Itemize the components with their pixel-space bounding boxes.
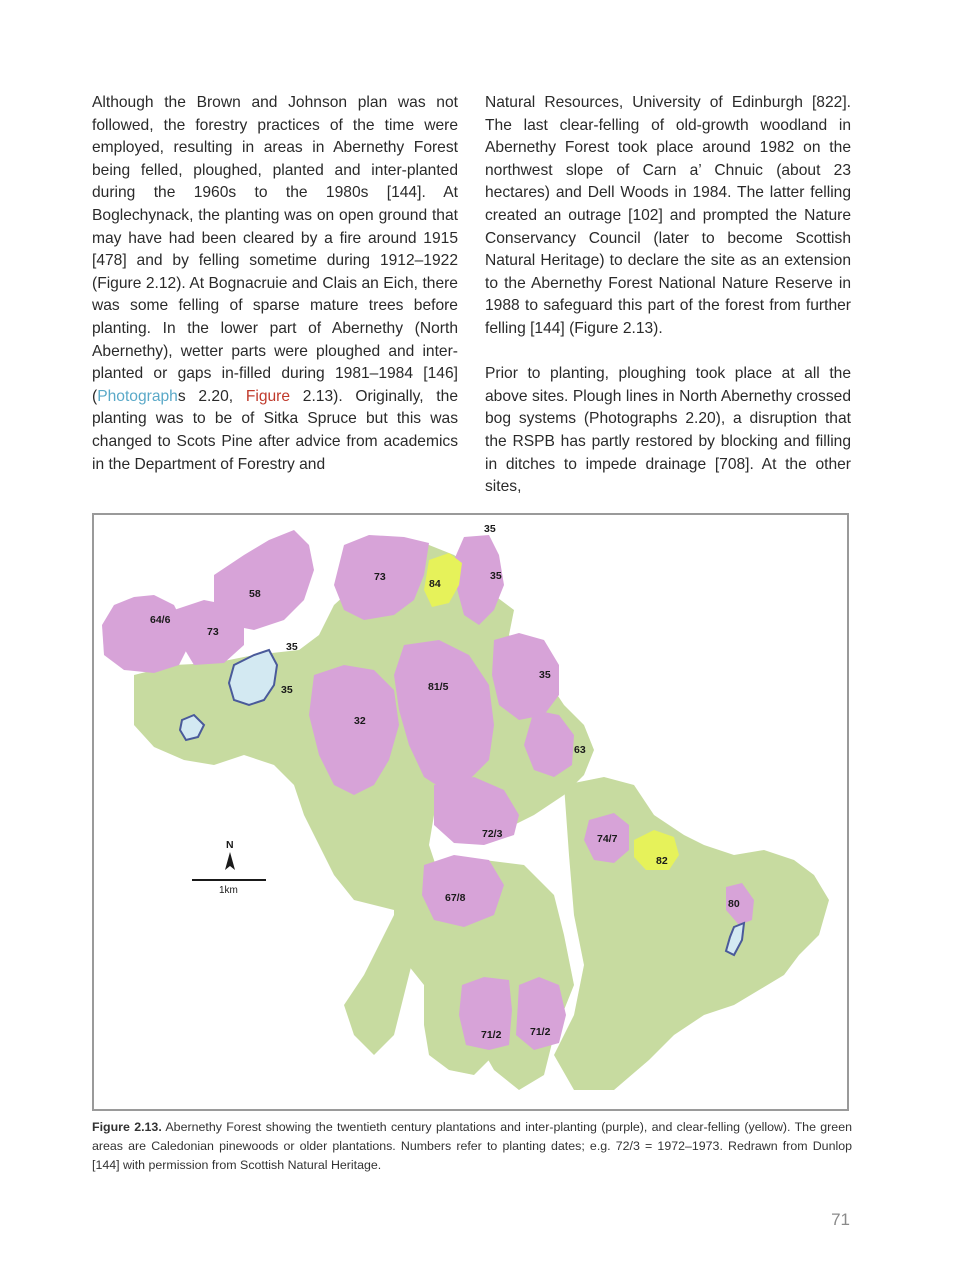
scale-bar — [192, 880, 266, 896]
map-label: 35 — [539, 669, 551, 681]
abernethy-forest-map — [94, 515, 851, 1113]
map-label: 74/7 — [597, 833, 618, 845]
plantation-58 — [214, 530, 314, 630]
plantation-71-2-right — [516, 977, 566, 1050]
map-label: 80 — [728, 898, 740, 910]
map-label: 63 — [574, 744, 586, 756]
map-label: 32 — [354, 715, 366, 727]
left-paragraph-text-1: Although the Brown and Johnson plan was not followed, the forestry practices of the time were employed, resulting in areas in Abernethy Forest being felled, ploughed, planted and inter-planted during the 1960s to the 1980s [144]. At Boglechynack, the planting was on open ground that may have had been cleared by a fire around 1915 [478] and by felling sometime during 1912–1922 (Figure 2.12). At Bognacruie and Clais an Eich, there was some felling of sparse mature trees before planting. In the lower part of Abernethy (North Abernethy), wetter parts were ploughed and inter-planted or gaps in-filled during 1981–1984 [146] ( — [92, 94, 458, 405]
caption-text: Abernethy Forest showing the twentieth century plantations and inter-planting (purple), and clear-felling (yellow). The green areas are Caledonian pinewoods or older plantations. Numbers refer to planting dates; e.g. 72/3 = 1972–1973. Redrawn from Dunlop [144] with permission from Scottish Natural Heritage. — [92, 1120, 852, 1172]
left-text-column — [92, 92, 458, 476]
right-text-column — [485, 92, 851, 499]
map-label: 84 — [429, 578, 441, 590]
figure-link[interactable]: Figure — [245, 387, 291, 405]
figure-map-frame — [92, 513, 849, 1111]
map-label: 58 — [249, 588, 261, 600]
map-label: 35 — [484, 523, 496, 535]
plantation-64-6 — [102, 595, 189, 673]
left-paragraph-text-3: 2.13). Originally, the planting was to be of Sitka Spruce but this was changed to Scots Pine after advice from academics in the Department of Forestry and — [92, 387, 458, 473]
map-label: 82 — [656, 855, 668, 867]
left-paragraph-text-2: s 2.20, — [177, 387, 246, 405]
map-label: 35 — [286, 641, 298, 653]
right-paragraph-1: Natural Resources, University of Edinburgh [822]. The last clear-felling of old-growth woodland in Abernethy Forest took place around 1982 on the northwest slope of Carn a’ Chnuic (about 23 hectares) and Dell Woods in 1984. The latter felling created an outrage [102] and prompted the Nature Conservancy Council (later to become Scottish Natural Heritage) to declare the site as an extension to the Abernethy Forest National Nature Reserve in 1988 to safeguard this part of the forest from further felling [144] (Figure 2.13). — [485, 94, 851, 337]
map-label: 67/8 — [445, 892, 466, 904]
map-label: 81/5 — [428, 681, 449, 693]
pinewood-southwest — [344, 915, 414, 1055]
page-number: 71 — [831, 1210, 850, 1229]
map-label: 35 — [490, 570, 502, 582]
scale-label: 1km — [219, 885, 238, 896]
north-arrow — [225, 839, 235, 870]
north-arrow-icon — [225, 852, 235, 870]
north-letter: N — [226, 839, 234, 851]
map-label: 71/2 — [481, 1029, 502, 1041]
figure-number: Figure 2.13. — [92, 1120, 162, 1134]
map-label: 64/6 — [150, 614, 171, 626]
left-paragraph — [92, 92, 458, 476]
map-label: 35 — [281, 684, 293, 696]
figure-caption — [92, 1118, 852, 1175]
photographs-link[interactable]: Photograph — [97, 387, 178, 405]
map-label: 73 — [207, 626, 219, 638]
right-paragraph-2: Prior to planting, ploughing took place at all the above sites. Plough lines in North Abernethy crossed bog systems (Photographs 2.20), a disruption that the RSPB has partly restored by blocking and filling in ditches to impede drainage [708]. At the other sites, — [485, 365, 851, 496]
map-label: 72/3 — [482, 828, 503, 840]
map-label: 73 — [374, 571, 386, 583]
map-label: 71/2 — [530, 1026, 551, 1038]
